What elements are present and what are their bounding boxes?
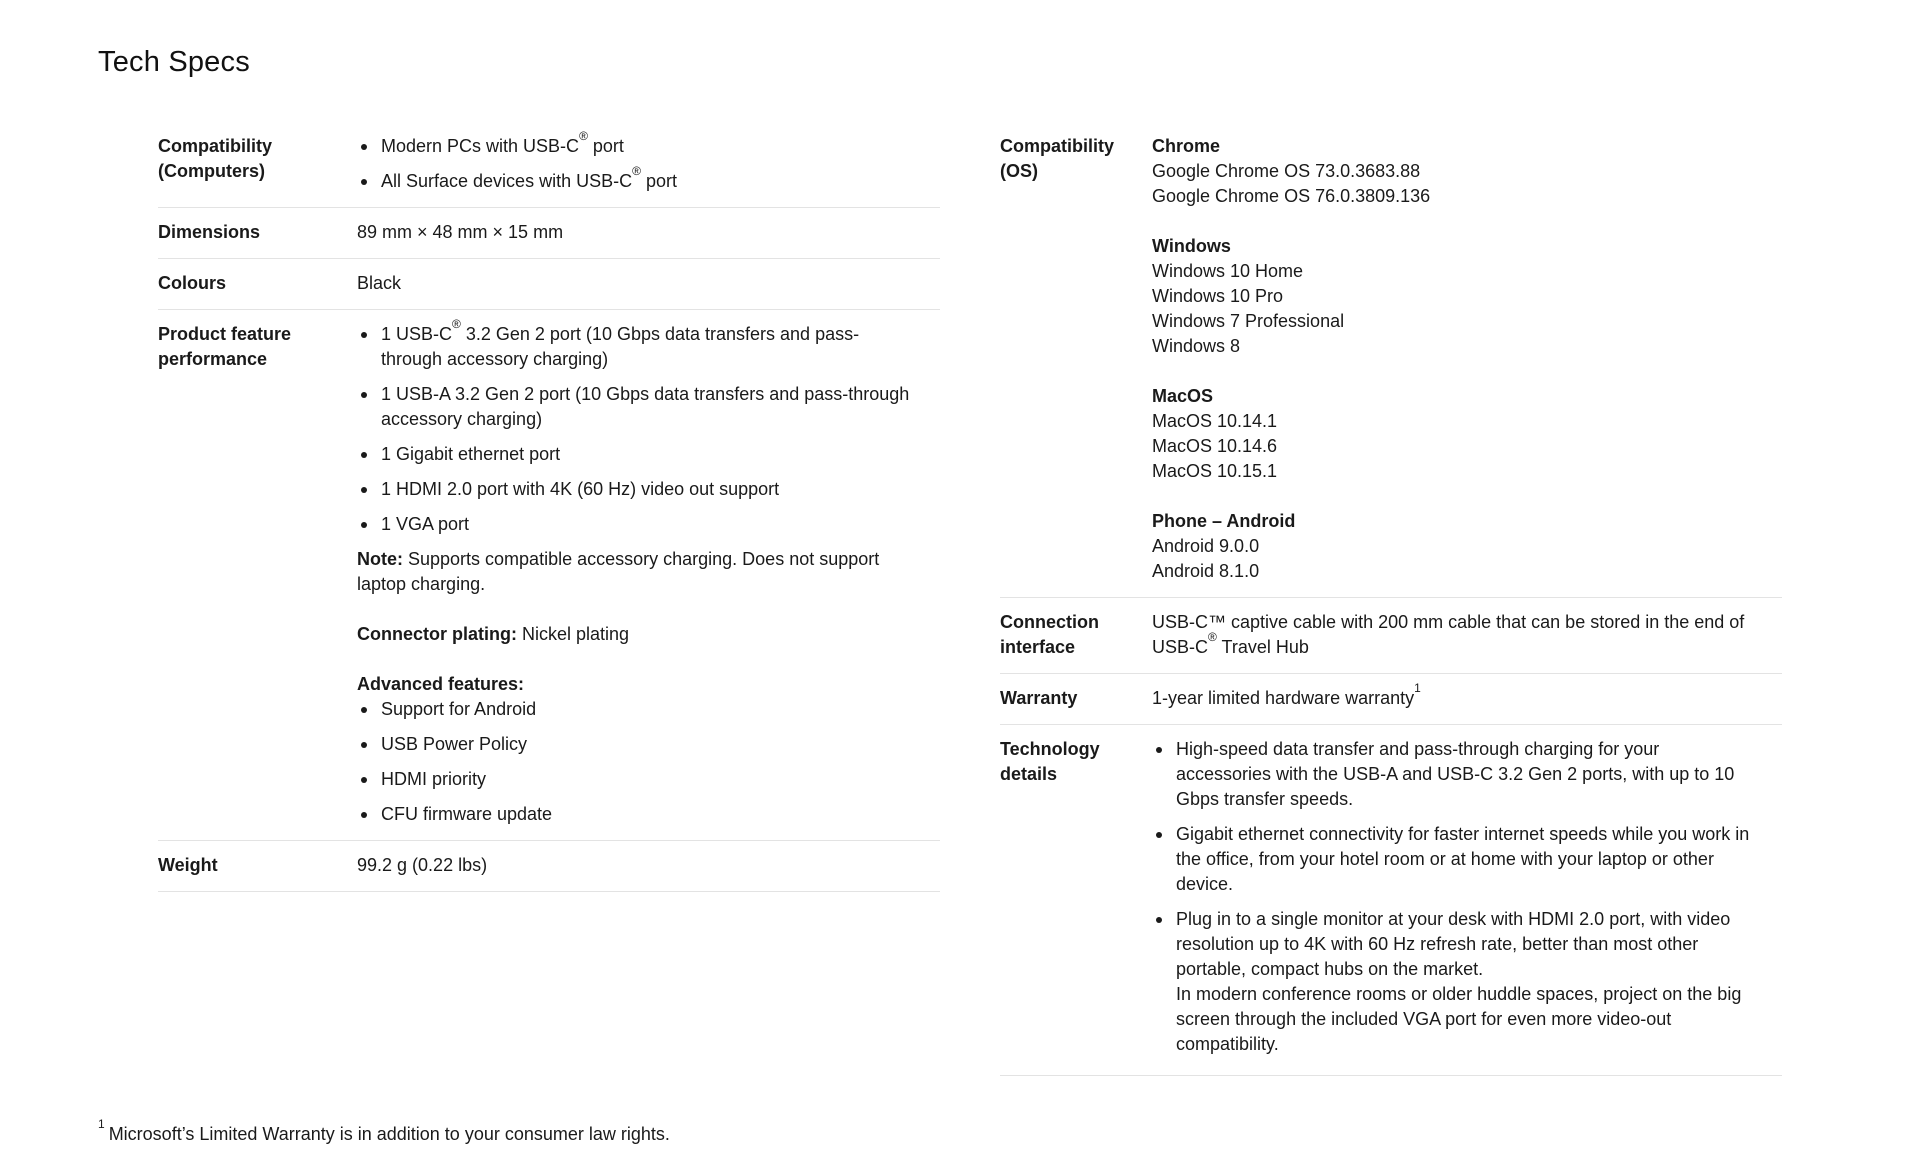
advanced-features-list xyxy=(357,697,916,827)
note-label: Note: xyxy=(357,549,403,569)
os-item: Android 8.1.0 xyxy=(1152,561,1260,581)
os-item: MacOS 10.14.6 xyxy=(1152,436,1278,456)
advanced-features-heading: Advanced features: xyxy=(357,674,525,694)
spec-row-dimensions xyxy=(158,208,940,259)
spec-value: 99.2 g (0.22 lbs) xyxy=(357,855,488,875)
os-heading: MacOS xyxy=(1152,386,1214,406)
spec-row-colours xyxy=(158,259,940,310)
spec-label xyxy=(158,134,357,194)
list-item xyxy=(1152,907,1758,1057)
label-line: Product feature xyxy=(158,324,292,344)
list-item: Support for Android xyxy=(357,697,916,722)
label-line: details xyxy=(1000,764,1058,784)
spec-label: Dimensions xyxy=(158,222,261,242)
registered-mark: ® xyxy=(1208,630,1217,644)
note xyxy=(357,547,916,597)
list-item: CFU firmware update xyxy=(357,802,916,827)
list-item xyxy=(357,129,916,159)
label-line: Compatibility xyxy=(158,136,273,156)
list-item: 1 VGA port xyxy=(357,512,916,537)
spec-label xyxy=(1000,737,1152,1057)
registered-mark: ® xyxy=(452,317,461,331)
item-text: All Surface devices with USB-C xyxy=(381,171,633,191)
list-item: HDMI priority xyxy=(357,767,916,792)
os-item: Google Chrome OS 73.0.3683.88 xyxy=(1152,161,1421,181)
spec-value xyxy=(357,129,940,194)
spec-value xyxy=(1152,681,1782,711)
os-group-windows xyxy=(1152,234,1758,359)
list-item: 1 Gigabit ethernet port xyxy=(357,442,916,467)
item-text: 1 USB-C xyxy=(381,324,453,344)
item-text: In modern conference rooms or older huddle spaces, project on the big screen through the included VGA port for even more video-out compatibility. xyxy=(1176,984,1742,1054)
os-group-chrome xyxy=(1152,134,1758,209)
os-item: Google Chrome OS 76.0.3809.136 xyxy=(1152,186,1431,206)
list-item xyxy=(357,164,916,194)
registered-mark: ® xyxy=(632,164,641,178)
spec-value xyxy=(1152,737,1782,1057)
spec-label: Warranty xyxy=(1000,688,1078,708)
spec-label: Weight xyxy=(158,855,218,875)
spec-row-connection-interface xyxy=(1000,598,1782,674)
item-text: Plug in to a single monitor at your desk with HDMI 2.0 port, with video resolution up to 4K with 60 Hz refresh rate, better than most other portable, compact hubs on the market. xyxy=(1176,909,1731,979)
spec-row-weight xyxy=(158,841,940,892)
page-title: Tech Specs xyxy=(98,46,250,78)
os-group-macos xyxy=(1152,384,1758,484)
footnote-ref: 1 xyxy=(1414,681,1421,695)
os-group-android xyxy=(1152,509,1758,584)
bullet-list xyxy=(357,129,916,194)
label-line: Connection xyxy=(1000,612,1099,632)
plating-text: Nickel plating xyxy=(517,624,630,644)
specs-right-column xyxy=(1000,122,1782,1076)
bullet-list xyxy=(357,317,916,537)
footnote xyxy=(98,1117,670,1145)
spec-row-product-feature xyxy=(158,310,940,841)
label-line: Compatibility xyxy=(1000,136,1115,156)
label-line: interface xyxy=(1000,637,1076,657)
spec-value: 89 mm × 48 mm × 15 mm xyxy=(357,222,564,242)
spec-value xyxy=(357,317,940,827)
specs-left-column xyxy=(158,122,940,892)
list-item: 1 USB-A 3.2 Gen 2 port (10 Gbps data transfers and pass-through accessory charging) xyxy=(357,382,916,432)
label-line: performance xyxy=(158,349,268,369)
os-heading: Chrome xyxy=(1152,136,1221,156)
item-text: port xyxy=(640,171,677,191)
spec-value: Black xyxy=(357,273,402,293)
plating-label: Connector plating: xyxy=(357,624,517,644)
os-item: Windows 7 Professional xyxy=(1152,311,1345,331)
spec-value xyxy=(1152,134,1782,584)
list-item: High-speed data transfer and pass-through charging for your accessories with the USB-A and USB-C 3.2 Gen 2 ports, with up to 10 Gbps transfer speeds. xyxy=(1152,737,1758,812)
list-item xyxy=(357,317,916,372)
os-item: Android 9.0.0 xyxy=(1152,536,1260,556)
spec-row-technology-details xyxy=(1000,725,1782,1076)
value-text: USB-C™ captive cable with 200 mm cable that can be stored in the end of USB-C xyxy=(1152,612,1745,657)
bullet-list xyxy=(1152,737,1758,1057)
list-item: USB Power Policy xyxy=(357,732,916,757)
spec-label xyxy=(158,322,357,827)
os-item: MacOS 10.15.1 xyxy=(1152,461,1278,481)
spec-row-compatibility-os xyxy=(1000,122,1782,598)
connector-plating xyxy=(357,622,916,647)
registered-mark: ® xyxy=(579,129,588,143)
footnote-marker: 1 xyxy=(98,1117,105,1131)
item-text: Modern PCs with USB-C xyxy=(381,136,580,156)
label-line: Technology xyxy=(1000,739,1100,759)
list-item: 1 HDMI 2.0 port with 4K (60 Hz) video out support xyxy=(357,477,916,502)
item-text: 3.2 Gen 2 port (10 Gbps data transfers and pass-through accessory charging) xyxy=(381,324,860,369)
note-text: Supports compatible accessory charging. Does not support laptop charging. xyxy=(357,549,880,594)
value-text: Travel Hub xyxy=(1216,637,1309,657)
spec-row-compatibility-computers xyxy=(158,122,940,208)
value-text: 1-year limited hardware warranty xyxy=(1152,688,1415,708)
os-item: MacOS 10.14.1 xyxy=(1152,411,1278,431)
spec-label xyxy=(1000,610,1152,660)
label-line: (OS) xyxy=(1000,161,1038,181)
spec-label: Colours xyxy=(158,273,227,293)
os-item: Windows 10 Pro xyxy=(1152,286,1284,306)
os-heading: Windows xyxy=(1152,236,1231,256)
spec-row-warranty xyxy=(1000,674,1782,725)
list-item: Gigabit ethernet connectivity for faster internet speeds while you work in the office, from your hotel room or at home with your laptop or other device. xyxy=(1152,822,1758,897)
footnote-text: Microsoft’s Limited Warranty is in addition to your consumer law rights. xyxy=(108,1124,670,1144)
os-item: Windows 10 Home xyxy=(1152,261,1304,281)
spec-value xyxy=(1152,610,1782,660)
os-heading: Phone – Android xyxy=(1152,511,1296,531)
label-line: (Computers) xyxy=(158,161,265,181)
os-item: Windows 8 xyxy=(1152,336,1241,356)
item-text: port xyxy=(587,136,624,156)
spec-label xyxy=(1000,134,1152,584)
